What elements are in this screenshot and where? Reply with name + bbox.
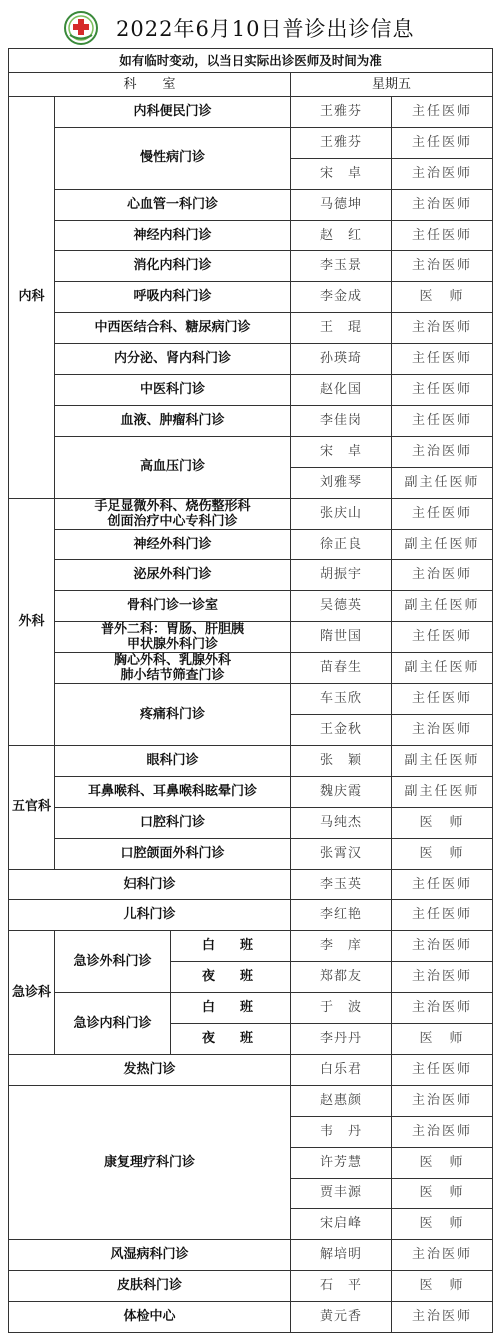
table-row (9, 807, 493, 838)
dept-name: 内科便民门诊 (55, 97, 291, 128)
dept-name: 急诊内科门诊 (55, 993, 171, 1055)
doctor-name: 韦 丹 (291, 1116, 392, 1147)
doctor-name: 张霄汉 (291, 838, 392, 869)
dept-name: 神经内科门诊 (55, 220, 291, 251)
schedule-table (8, 48, 493, 1333)
column-header-friday: 星期五 (291, 73, 493, 97)
dept-name: 疼痛科门诊 (55, 684, 291, 746)
dept-name (55, 622, 291, 653)
column-header-row (9, 73, 493, 97)
doctor-title: 主治医师 (392, 436, 493, 467)
doctor-title: 主治医师 (392, 560, 493, 591)
doctor-name: 苗春生 (291, 653, 392, 684)
doctor-name: 李玉英 (291, 869, 392, 900)
dept-name-line1: 普外二科：胃肠、肝胆胰 (100, 622, 244, 638)
doctor-name: 李佳岗 (291, 405, 392, 436)
doctor-title: 主任医师 (392, 97, 493, 128)
column-header-dept: 科 室 (9, 73, 291, 97)
table-row (9, 1240, 493, 1271)
table-row (9, 436, 493, 467)
doctor-title: 主任医师 (392, 622, 493, 653)
table-row (9, 313, 493, 344)
doctor-title: 医 师 (392, 838, 493, 869)
doctor-name: 白乐君 (291, 1054, 392, 1085)
doctor-name: 马纯杰 (291, 807, 392, 838)
doctor-title: 主任医师 (392, 344, 493, 375)
table-row (9, 622, 493, 653)
doctor-name: 李丹丹 (291, 1024, 392, 1055)
table-row (9, 97, 493, 128)
doctor-name: 车玉欣 (291, 684, 392, 715)
dept-name: 泌尿外科门诊 (55, 560, 291, 591)
dept-name: 耳鼻喉科、耳鼻喉科眩晕门诊 (55, 776, 291, 807)
table-row (9, 746, 493, 777)
doctor-name: 魏庆霞 (291, 776, 392, 807)
doctor-name: 胡振宇 (291, 560, 392, 591)
doctor-title: 医 师 (392, 1178, 493, 1209)
doctor-name: 吴德英 (291, 591, 392, 622)
table-row (9, 1085, 493, 1116)
doctor-name: 王雅芬 (291, 97, 392, 128)
doctor-name: 徐正良 (291, 529, 392, 560)
doctor-title: 副主任医师 (392, 776, 493, 807)
table-row (9, 1271, 493, 1302)
doctor-title: 主治医师 (392, 1116, 493, 1147)
doctor-title: 主治医师 (392, 962, 493, 993)
shift-label: 白 班 (171, 931, 291, 962)
shift-label: 夜 班 (171, 962, 291, 993)
group-jizhenke: 急诊科 (9, 931, 55, 1055)
doctor-name: 刘雅琴 (291, 467, 392, 498)
notice-text: 如有临时变动，以当日实际出诊医师及时间为准 (9, 49, 493, 73)
dept-name: 发热门诊 (9, 1054, 291, 1085)
doctor-name: 李 庠 (291, 931, 392, 962)
doctor-name: 解培明 (291, 1240, 392, 1271)
dept-name: 皮肤科门诊 (9, 1271, 291, 1302)
doctor-title: 副主任医师 (392, 591, 493, 622)
dept-name: 呼吸内科门诊 (55, 282, 291, 313)
doctor-name: 王 琨 (291, 313, 392, 344)
table-row (9, 282, 493, 313)
doctor-title: 主任医师 (392, 900, 493, 931)
dept-name (55, 653, 291, 684)
doctor-title: 主治医师 (392, 1302, 493, 1333)
dept-name: 口腔科门诊 (55, 807, 291, 838)
doctor-name: 马德坤 (291, 189, 392, 220)
doctor-title: 主治医师 (392, 189, 493, 220)
dept-name: 中西医结合科、糖尿病门诊 (55, 313, 291, 344)
doctor-name: 黄元香 (291, 1302, 392, 1333)
doctor-title: 医 师 (392, 1024, 493, 1055)
doctor-title: 主任医师 (392, 1054, 493, 1085)
table-row (9, 344, 493, 375)
dept-name-line1: 胸心外科、乳腺外科 (113, 653, 231, 669)
doctor-title: 主治医师 (392, 251, 493, 282)
doctor-title: 主任医师 (392, 405, 493, 436)
dept-name: 消化内科门诊 (55, 251, 291, 282)
doctor-name: 贾丰源 (291, 1178, 392, 1209)
table-row (9, 529, 493, 560)
dept-name: 血液、肿瘤科门诊 (55, 405, 291, 436)
table-row (9, 405, 493, 436)
doctor-name: 于 波 (291, 993, 392, 1024)
shift-label: 夜 班 (171, 1024, 291, 1055)
dept-name-line2: 肺小结节筛查门诊 (120, 668, 225, 684)
shift-label: 白 班 (171, 993, 291, 1024)
doctor-title: 主任医师 (392, 498, 493, 529)
doctor-title: 主任医师 (392, 869, 493, 900)
doctor-name: 孙瑛琦 (291, 344, 392, 375)
doctor-title: 主治医师 (392, 313, 493, 344)
doctor-title: 主治医师 (392, 158, 493, 189)
doctor-name: 李红艳 (291, 900, 392, 931)
dept-name-line2: 创面治疗中心专科门诊 (107, 513, 238, 529)
dept-name: 儿科门诊 (9, 900, 291, 931)
dept-name: 康复理疗科门诊 (9, 1085, 291, 1239)
doctor-name: 张 颖 (291, 746, 392, 777)
dept-name: 心血管一科门诊 (55, 189, 291, 220)
dept-name: 高血压门诊 (55, 436, 291, 498)
table-row (9, 776, 493, 807)
group-wuguanke: 五官科 (9, 746, 55, 870)
note-row (9, 49, 493, 73)
doctor-title: 主治医师 (392, 993, 493, 1024)
table-row (9, 560, 493, 591)
dept-name: 体检中心 (9, 1302, 291, 1333)
dept-name: 妇科门诊 (9, 869, 291, 900)
page-title: 2022年6月10日普诊出诊信息 (116, 17, 415, 41)
table-row (9, 931, 493, 962)
doctor-name: 王金秋 (291, 715, 392, 746)
table-row (9, 684, 493, 715)
doctor-title: 主治医师 (392, 1085, 493, 1116)
table-row (9, 189, 493, 220)
table-row (9, 900, 493, 931)
table-row (9, 251, 493, 282)
doctor-name: 赵化国 (291, 375, 392, 406)
doctor-name: 郑都友 (291, 962, 392, 993)
dept-name: 风湿病科门诊 (9, 1240, 291, 1271)
doctor-title: 主任医师 (392, 127, 493, 158)
table-row (9, 1054, 493, 1085)
dept-name: 神经外科门诊 (55, 529, 291, 560)
dept-name-line1: 手足显微外科、烧伤整形科 (94, 498, 251, 514)
dept-name (55, 498, 291, 529)
table-row (9, 1302, 493, 1333)
doctor-name: 赵惠颜 (291, 1085, 392, 1116)
table-row (9, 838, 493, 869)
table-row (9, 653, 493, 684)
dept-name-line2: 甲状腺外科门诊 (126, 637, 218, 653)
doctor-title: 主任医师 (392, 375, 493, 406)
dept-name: 骨科门诊一诊室 (55, 591, 291, 622)
dept-name: 眼科门诊 (55, 746, 291, 777)
doctor-name: 赵 红 (291, 220, 392, 251)
doctor-title: 主任医师 (392, 684, 493, 715)
dept-name: 中医科门诊 (55, 375, 291, 406)
doctor-name: 宋启峰 (291, 1209, 392, 1240)
dept-name: 急诊外科门诊 (55, 931, 171, 993)
doctor-title: 主治医师 (392, 931, 493, 962)
page-header (8, 8, 492, 48)
doctor-title: 主治医师 (392, 1240, 493, 1271)
doctor-title: 医 师 (392, 1271, 493, 1302)
doctor-name: 李玉景 (291, 251, 392, 282)
doctor-title: 副主任医师 (392, 653, 493, 684)
doctor-name: 张庆山 (291, 498, 392, 529)
table-row (9, 869, 493, 900)
group-waike: 外科 (9, 498, 55, 745)
doctor-name: 李金成 (291, 282, 392, 313)
hospital-logo-icon (64, 11, 98, 45)
group-neike: 内科 (9, 97, 55, 499)
dept-name: 慢性病门诊 (55, 127, 291, 189)
dept-name: 内分泌、肾内科门诊 (55, 344, 291, 375)
table-row (9, 498, 493, 529)
doctor-title: 副主任医师 (392, 529, 493, 560)
doctor-title: 医 师 (392, 1147, 493, 1178)
doctor-title: 主任医师 (392, 220, 493, 251)
doctor-name: 宋 卓 (291, 158, 392, 189)
doctor-title: 医 师 (392, 282, 493, 313)
table-row (9, 220, 493, 251)
doctor-name: 石 平 (291, 1271, 392, 1302)
doctor-title: 副主任医师 (392, 467, 493, 498)
doctor-name: 王雅芬 (291, 127, 392, 158)
table-row (9, 127, 493, 158)
dept-name: 口腔颌面外科门诊 (55, 838, 291, 869)
doctor-name: 隋世国 (291, 622, 392, 653)
doctor-title: 主治医师 (392, 715, 493, 746)
doctor-title: 副主任医师 (392, 746, 493, 777)
doctor-title: 医 师 (392, 807, 493, 838)
table-row (9, 375, 493, 406)
table-row (9, 591, 493, 622)
doctor-title: 医 师 (392, 1209, 493, 1240)
table-row (9, 993, 493, 1024)
doctor-name: 宋 卓 (291, 436, 392, 467)
doctor-name: 许芳慧 (291, 1147, 392, 1178)
